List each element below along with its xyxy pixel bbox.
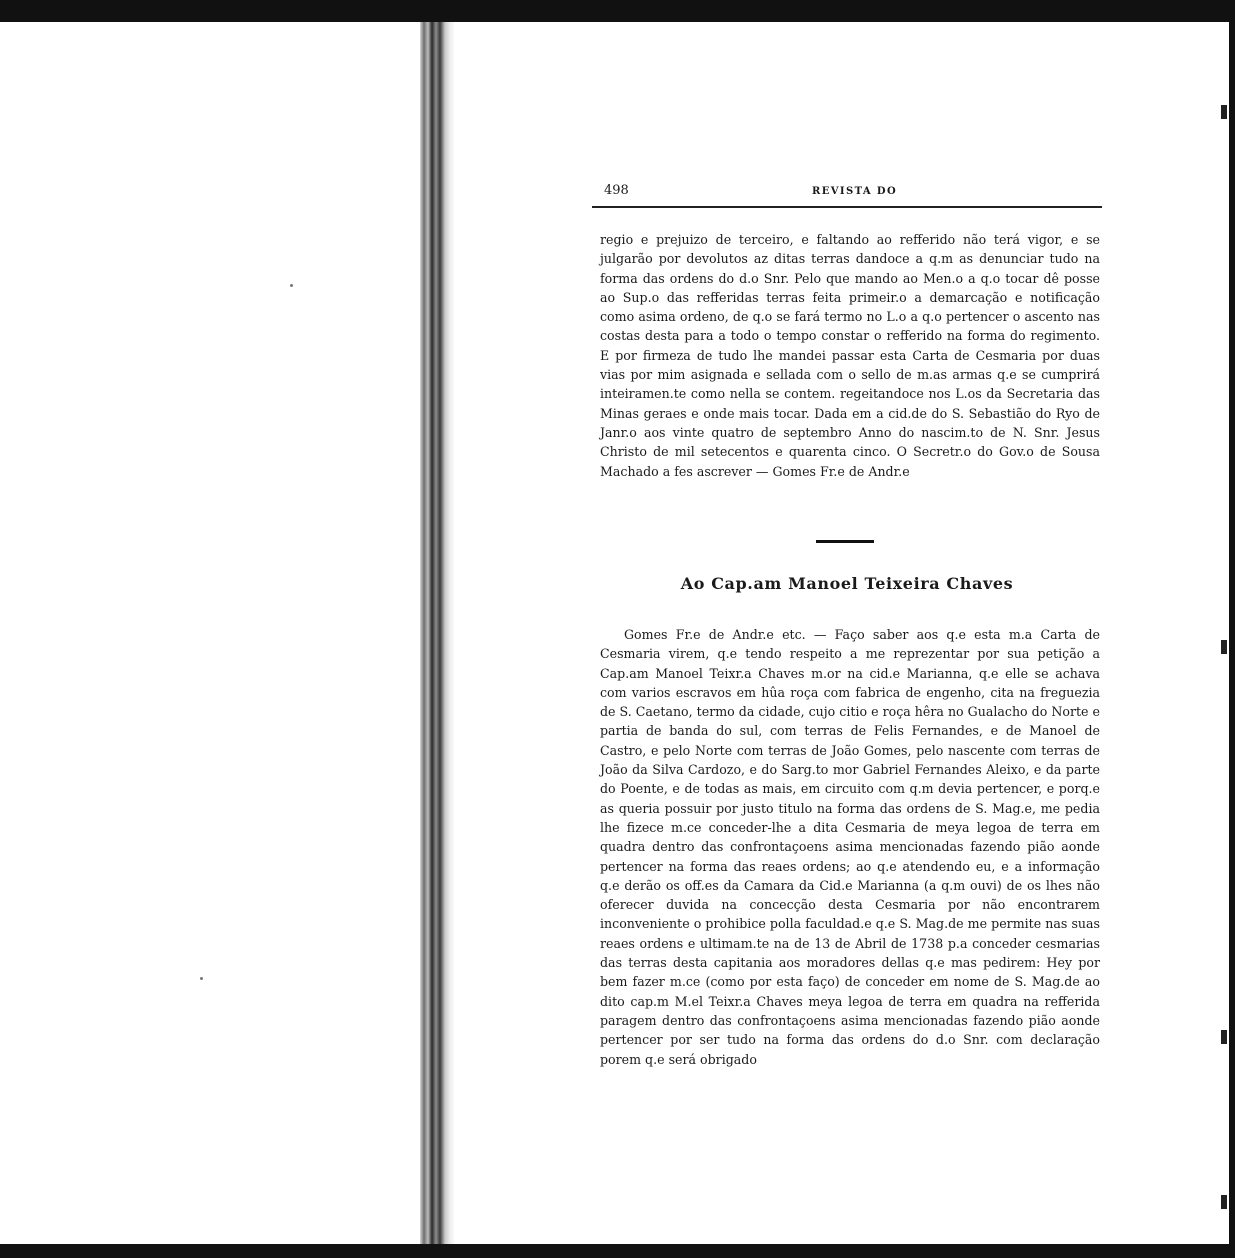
page-edge-mark [1221,640,1227,654]
page-edge-mark [1221,105,1227,119]
scan-speck [290,284,293,287]
page-edge-mark [1221,1195,1227,1209]
page-number: 498 [604,183,629,198]
page-header [592,180,1102,204]
section-title: Ao Cap.am Manoel Teixeira Chaves [680,574,1014,593]
section-divider [816,540,874,543]
page-edge-mark [1221,1030,1227,1044]
scan-frame-top [0,0,1235,22]
book-gutter [420,22,454,1244]
scan-frame-bottom [0,1244,1235,1258]
scan-frame-right [1229,0,1235,1258]
scan-speck [200,977,203,980]
facing-blank-page [0,22,420,1244]
header-rule [592,206,1102,208]
document-page [592,180,1102,1067]
body-paragraph-2: Gomes Fr.e de Andr.e etc. — Faço saber aos q.e esta m.a Carta de Cesmaria virem, q.e tendo respeito a me reprezentar por sua petição a Cap.am Manoel Teixr.a Chaves m.or na cid.e Marianna, q.e elle se achava com varios escravos em hûa roça com fabrica de engenho, cita na freguezia de S. Caetano, termo da cidade, cujo citio e roça hêra no Gualacho do Norte e partia de banda do sul, com terras de Felis Fernandes, e de Manoel de Castro, e pelo Norte com terras de João Gomes, pelo nascente com terras de João da Silva Cardozo, e do Sarg.to mor Gabriel Fernandes Aleixo, e da parte do Poente, e de todas as mais, em circuito com q.m devia pertencer, e porq.e as queria possuir por justo titulo na forma das ordens de S. Mag.e, me pedia lhe fizece m.ce conceder-lhe a dita Cesmaria de meya legoa de terra em quadra dentro das confrontaçoens asima mencionadas fazendo pião aonde pertencer na forma das reaes ordens; ao q.e atendendo eu, e a informação q.e derão os off.es da Camara da Cid.e Marianna (a q.m ouvi) de os lhes não oferecer duvida na concecção desta Cesmaria por não encontrarem inconveniente o prohibice polla faculdad.e q.e S. Mag.de me permite nas suas reaes ordens e ultimam.te na de 13 de Abril de 1738 p.a conceder cesmarias das terras desta capitania aos moradores dellas q.e mas pedirem: Hey por bem fazer m.ce (como por esta faço) de conceder em nome de S. Mag.de ao dito cap.m M.el Teixr.a Chaves meya legoa de terra em quadra na refferida paragem dentro das confrontaçoens asima mencionadas fazendo pião aonde pertencer por ser tudo na forma das ordens do d.o Snr. com declaração porem q.e será obrigado [600,627,1100,1067]
running-title: REVISTA DO [812,186,898,197]
body-paragraph-1: regio e prejuizo de terceiro, e faltando ao refferido não terá vigor, e se julgarão por devolutos az ditas terras dandoce a q.m as denunciar tudo na forma das ordens do d.o Snr. Pelo que mando ao Men.o a q.o tocar dê posse ao Sup.o das refferidas terras feita primeir.o a demarcação e notificação como asima ordeno, de q.o se fará termo no L.o a q.o pertencer o ascento nas costas desta para a todo o tempo constar o refferido na forma do regimento. E por firmeza de tudo lhe mandei passar esta Carta de Cesmaria por duas vias por mim asignada e sellada com o sello de m.as armas q.e se cumprirá inteiramen.te como nella se contem. regeitandoce nos L.os da Secretaria das Minas geraes e onde mais tocar. Dada em a cid.de do S. Sebastião do Ryo de Janr.o aos vinte quatro de septembro Anno do nascim.to de N. Snr. Jesus Christo de mil setecentos e quarenta cinco. O Secretr.o do Gov.o de Sousa Machado a fes ascrever — Gomes Fr.e de Andr.e [600,232,1100,479]
